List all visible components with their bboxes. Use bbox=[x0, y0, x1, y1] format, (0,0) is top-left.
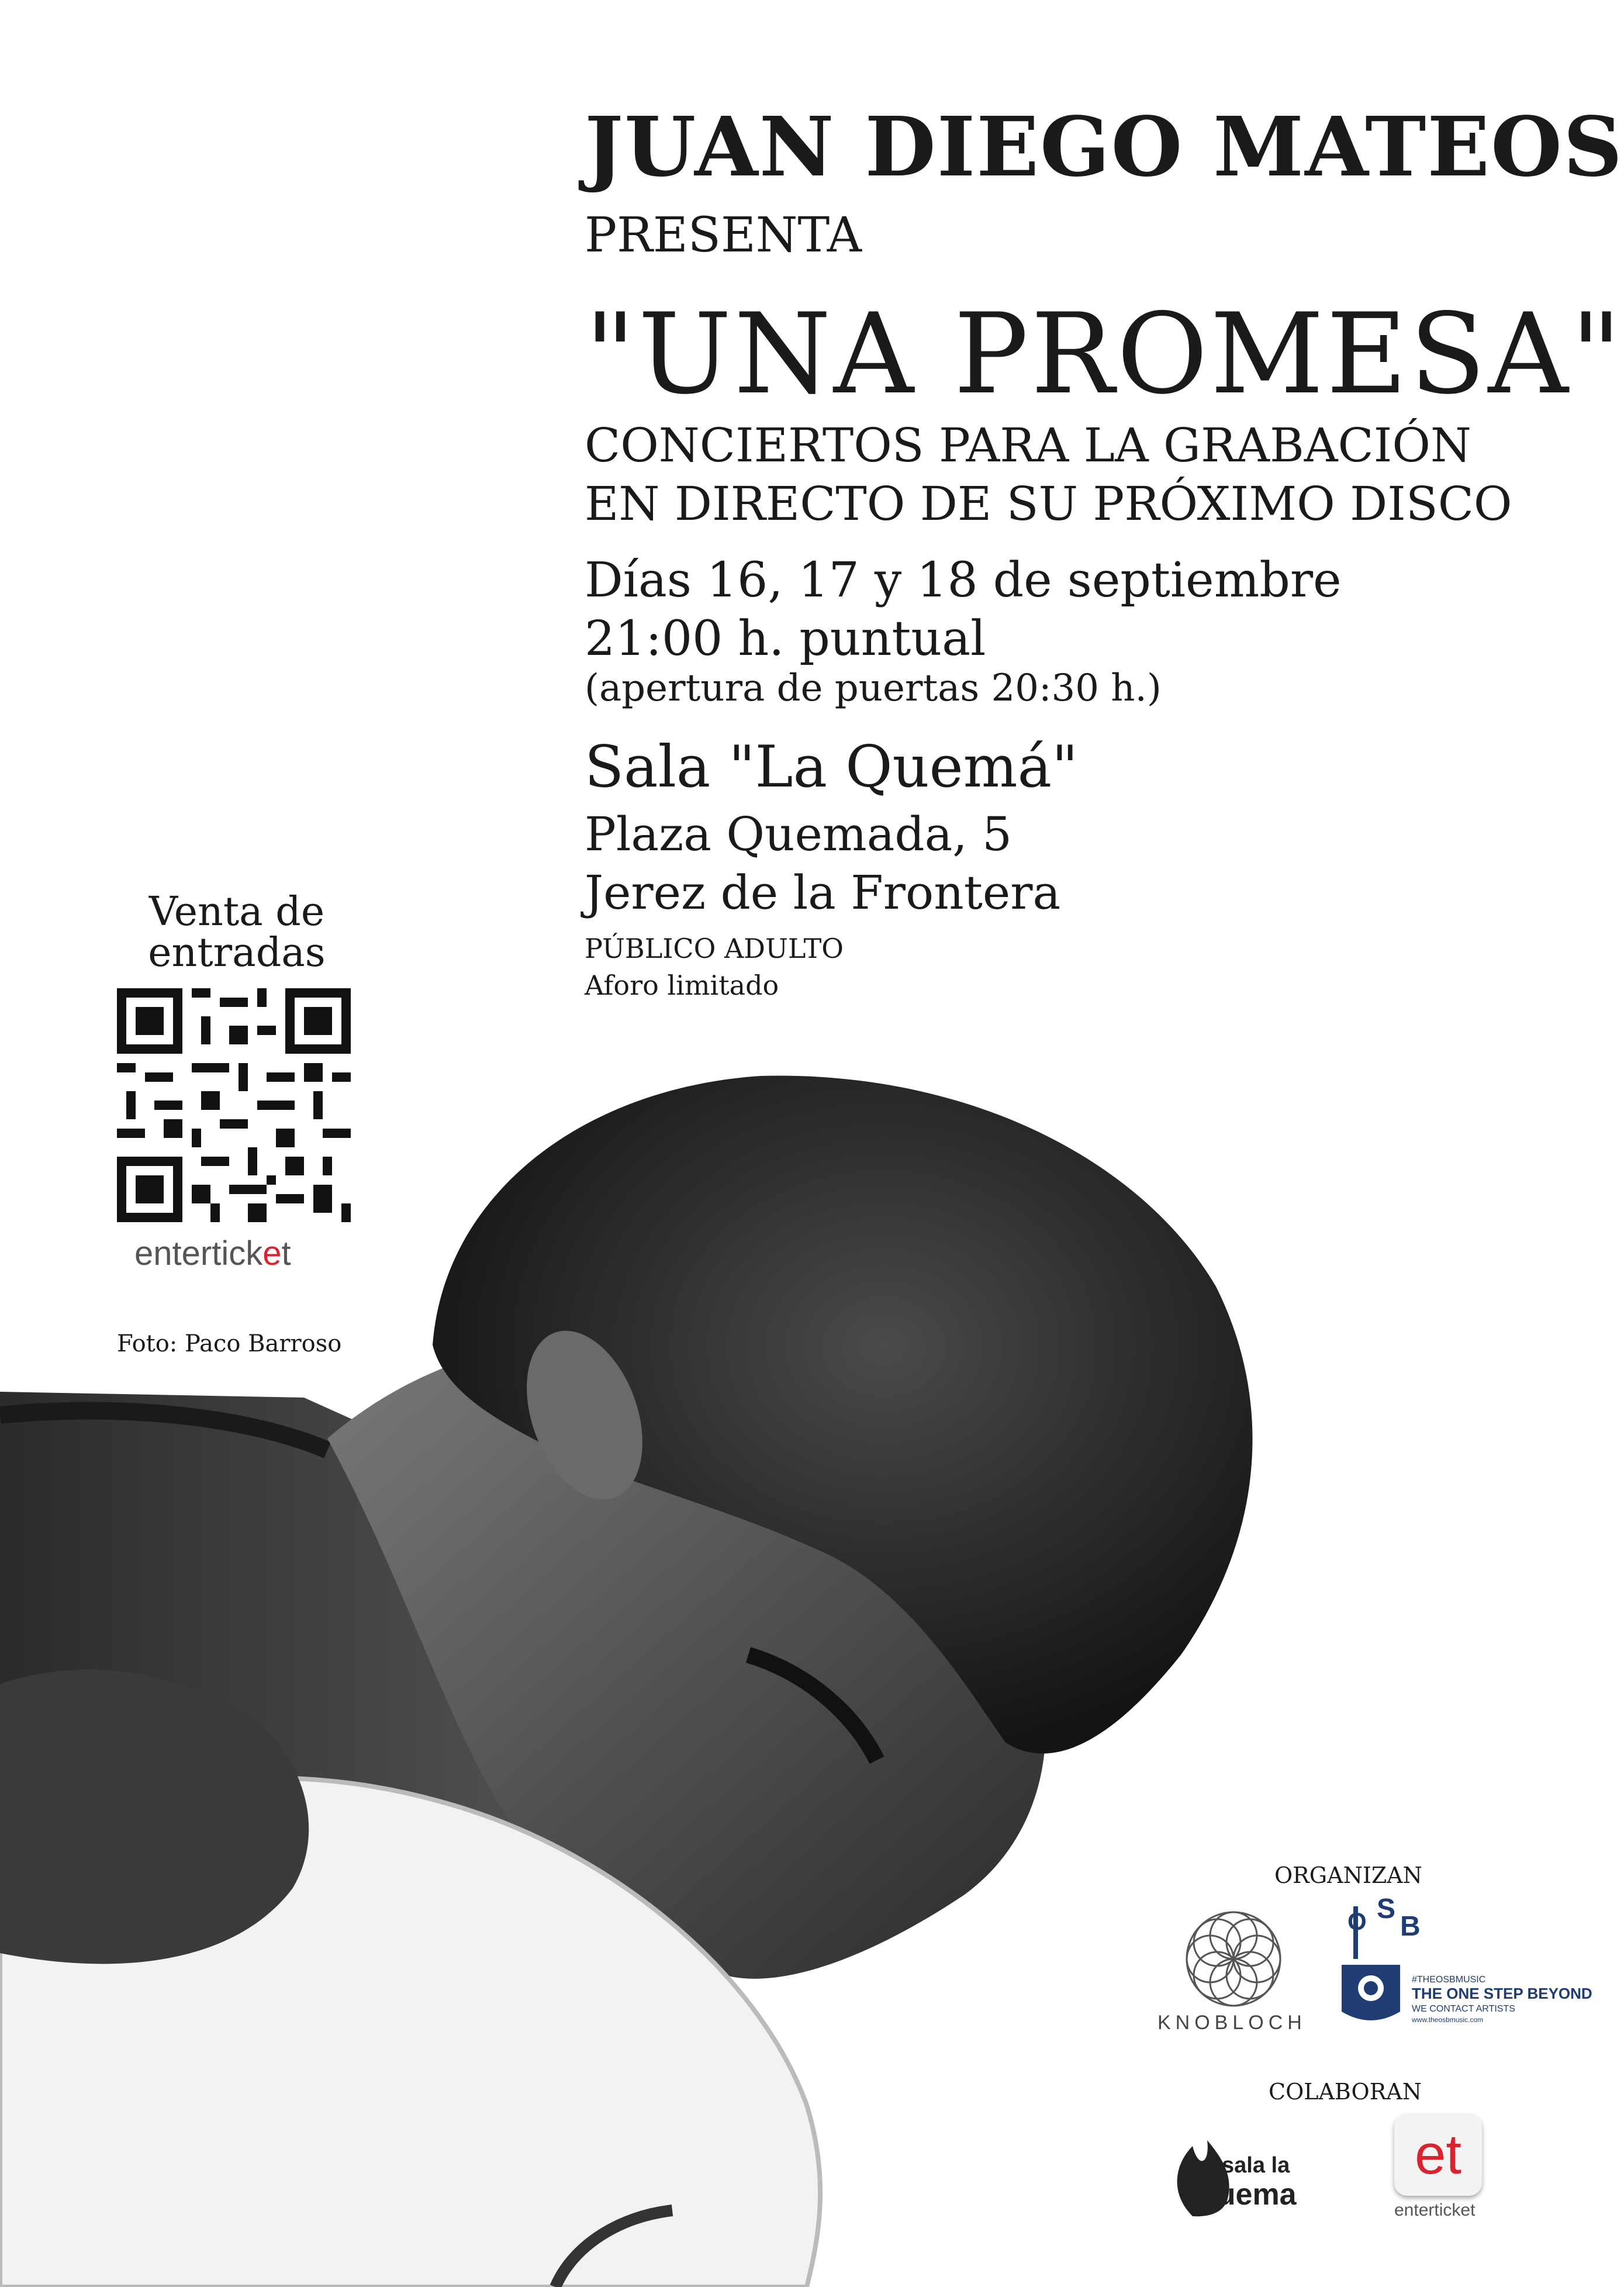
sala-la-quema-logo-icon bbox=[1157, 2117, 1304, 2222]
artist-photo bbox=[0, 1041, 1309, 2287]
subtitle-line-1: CONCIERTOS PARA LA GRABACIÓN bbox=[585, 418, 1471, 472]
artist-name: JUAN DIEGO MATEOS bbox=[585, 99, 1624, 195]
ticket-sales-label: Venta de entradas bbox=[148, 889, 326, 976]
osb-name: THE ONE STEP BEYOND bbox=[1412, 1985, 1592, 2002]
osb-logo-icon bbox=[1330, 1893, 1592, 2035]
photo-credit: Foto: Paco Barroso bbox=[117, 1330, 342, 1357]
enterticket-accent: e bbox=[262, 1234, 282, 1272]
capacity-label: Aforo limitado bbox=[585, 970, 779, 1001]
address-street: Plaza Quemada, 5 bbox=[585, 807, 1013, 861]
enterticket-logo bbox=[1394, 2114, 1494, 2231]
osb-tagline: #THEOSBMUSIC bbox=[1412, 1975, 1486, 1985]
enterticket-wordmark bbox=[134, 1234, 291, 1273]
svg-text:S: S bbox=[1377, 1893, 1396, 1924]
svg-text:quema: quema bbox=[1198, 2178, 1297, 2212]
et-logo-box bbox=[1394, 2114, 1482, 2196]
subtitle-line-2: EN DIRECTO DE SU PRÓXIMO DISCO bbox=[585, 477, 1512, 531]
enterticket-prefix: entertick bbox=[134, 1234, 263, 1272]
enterticket-suffix: t bbox=[281, 1234, 291, 1272]
et-logo-text: et bbox=[1414, 2123, 1462, 2186]
osb-url: www.theosbmusic.com bbox=[1412, 2016, 1484, 2024]
doors-opening: (apertura de puertas 20:30 h.) bbox=[585, 667, 1162, 710]
et-logo-name: enterticket bbox=[1394, 2200, 1476, 2220]
knobloch-label: KNOBLOCH bbox=[1157, 2012, 1307, 2034]
address-city: Jerez de la Frontera bbox=[585, 865, 1061, 920]
svg-text:B: B bbox=[1400, 1911, 1421, 1942]
event-dates: Días 16, 17 y 18 de septiembre bbox=[585, 553, 1342, 608]
svg-text:sala la: sala la bbox=[1222, 2153, 1290, 2178]
venue-name: Sala "La Quemá" bbox=[585, 734, 1079, 801]
osb-slogan: WE CONTACT ARTISTS bbox=[1412, 2004, 1515, 2014]
colaboran-label: COLABORAN bbox=[1269, 2079, 1422, 2105]
organizan-label: ORGANIZAN bbox=[1274, 1862, 1422, 1888]
knobloch-logo-icon bbox=[1175, 1900, 1292, 2017]
show-title: "UNA PROMESA" bbox=[585, 289, 1624, 419]
audience-label: PÚBLICO ADULTO bbox=[585, 933, 844, 964]
presenta-label: PRESENTA bbox=[585, 208, 862, 263]
svg-text:O: O bbox=[1347, 1907, 1367, 1935]
qr-code[interactable] bbox=[117, 988, 351, 1222]
event-time: 21:00 h. puntual bbox=[585, 611, 986, 667]
